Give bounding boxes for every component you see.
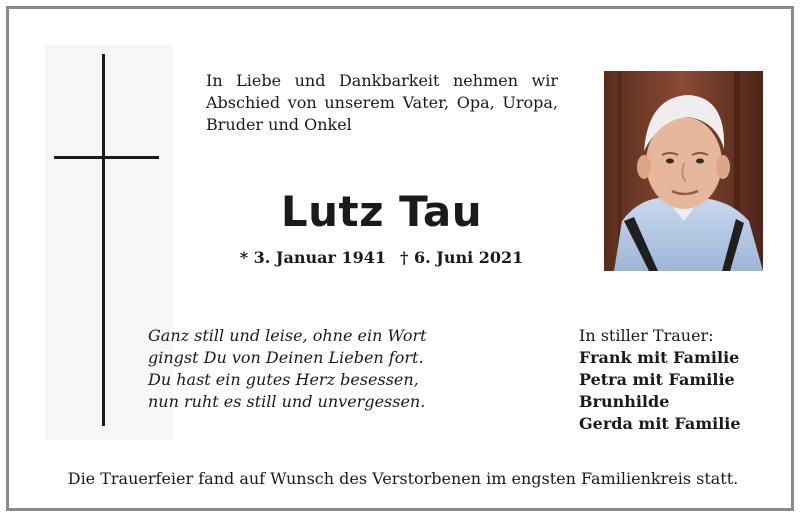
cross-icon-bar bbox=[54, 156, 159, 159]
intro-line: Abschied von unserem Vater, Opa, Uropa, bbox=[206, 93, 558, 112]
mourner-name: Brunhilde bbox=[579, 392, 670, 411]
mourner-name: Frank mit Familie bbox=[579, 348, 740, 367]
poem-line: nun ruht es still und unvergessen. bbox=[148, 392, 426, 411]
poem-line: Ganz still und leise, ohne ein Wort bbox=[148, 326, 427, 345]
cross-icon bbox=[102, 54, 105, 426]
deceased-name: Lutz Tau bbox=[280, 187, 483, 236]
intro-line: In Liebe und Dankbarkeit nehmen wir bbox=[206, 71, 558, 90]
mourner-name: Gerda mit Familie bbox=[579, 414, 741, 433]
mourners-list bbox=[579, 325, 779, 435]
life-dates bbox=[209, 247, 554, 269]
mourner-name: Petra mit Familie bbox=[579, 370, 735, 389]
mourners-heading: In stiller Trauer: bbox=[579, 326, 714, 345]
intro-text bbox=[206, 70, 558, 136]
portrait-photo bbox=[604, 71, 763, 271]
poem-text bbox=[148, 325, 468, 413]
portrait-photo-image bbox=[604, 71, 763, 271]
death-date: † 6. Juni 2021 bbox=[400, 248, 524, 267]
poem-line: Du hast ein gutes Herz besessen, bbox=[148, 370, 419, 389]
poem-line: gingst Du von Deinen Lieben fort. bbox=[148, 348, 424, 367]
intro-line: Bruder und Onkel bbox=[206, 115, 352, 134]
funeral-notice: Die Trauerfeier fand auf Wunsch des Verstorbenen im engsten Familienkreis statt. bbox=[67, 469, 739, 488]
obituary-frame bbox=[6, 6, 794, 511]
birth-date: * 3. Januar 1941 bbox=[239, 248, 387, 267]
